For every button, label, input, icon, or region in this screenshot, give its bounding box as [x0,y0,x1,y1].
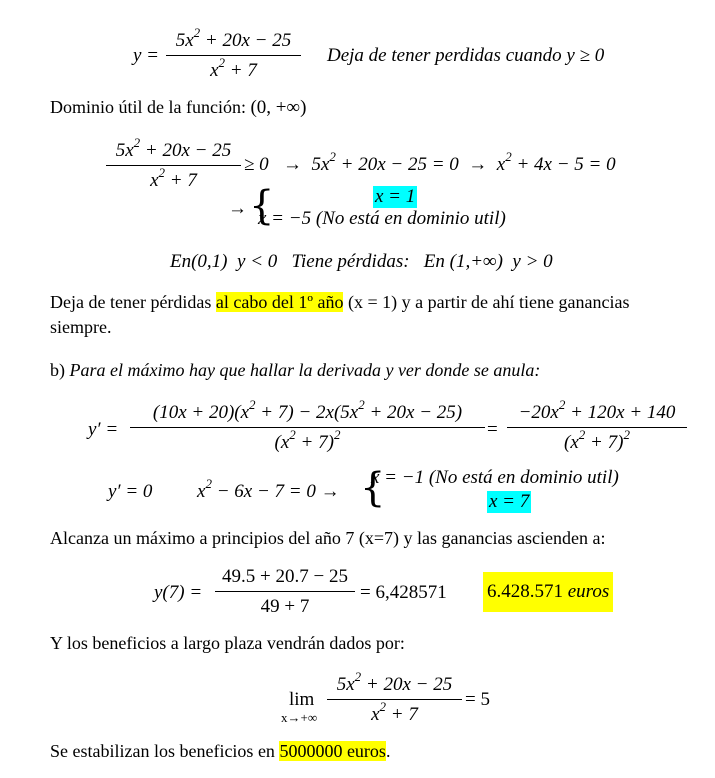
paragraph-losses: Deja de tener pérdidas al cabo del 1º año (x = 1) y a partir de ahí tiene ganancias [50,292,630,312]
inequality-chain: ≥ $0 \to 5x^2 + 20x - 25 = 0 \to x^2 + 4x - 5 = 0$ [244,148,616,175]
derivative-lhs: y′ = [88,419,119,440]
paragraph-long-term: Y los beneficios a largo plaza vendrán dados por: [50,633,405,653]
limit-result: = 5 [465,689,490,710]
paragraph-maximum: Alcanza un máximo a principios del año 7 (x=7) y las ganancias ascienden a: [50,528,606,548]
highlight-stable-earnings: 5000000 euros [279,741,386,761]
part-b-heading: b) Para el máximo hay que hallar la derivada y ver donde se anula: [50,360,541,380]
left-brace-icon-2: { [360,465,386,511]
paragraph-stabilize: Se estabilizan los beneficios en 5000000 euros. [50,741,391,761]
limit-operator: lim [289,689,315,710]
arrow-icon: → [228,198,247,219]
function-fraction [166,24,301,82]
domain-value: (0, +∞) [250,97,307,118]
function-denominator: $x^2 + 7$ [210,54,257,82]
highlight-max-earnings: 6.428.571 euros [483,572,613,612]
domain-label: Dominio útil de la función: [50,97,246,117]
derivative-fraction-2: $-20x^2 + 120x + 140$ $(x^2 + 7)^2$ [507,402,687,454]
function-numerator: $5x^2 + 20x - 25$ [175,24,292,51]
y7-result: = 6,428571 [360,582,447,603]
limit-subscript: x→+∞ [281,710,318,725]
root-x-minus-5: x = −5 (No está en dominio util) [258,208,506,229]
left-brace-icon: { [249,183,275,229]
domain-line [50,97,306,119]
root-x-minus-1: x = −1 (No está en dominio util) [371,467,619,488]
y7-lhs: y(7) = [154,582,203,603]
root-x-1: x = 1 [375,186,416,207]
quadratic-equation: $x^2 - 6x - 7 = 0$ → [197,475,340,502]
root-x-7: x = 7 [489,491,530,512]
paragraph-losses-line2: siempre. [50,317,112,337]
inequality-fraction: $5x^2 + 20x - 25$ $x^2 + 7$ [106,140,241,192]
y7-fraction: 49.5 + 20.7 − 25 49 + 7 [215,566,355,618]
derivative-fraction-1: $(10x + 20)(x^2 + 7) - 2x(5x^2 + 20x - 25)$ $(x^2 + 7)^2$ [130,402,485,454]
highlight-first-year: al cabo del 1º año [215,292,344,312]
loss-condition-note: Deja de tener perdidas cuando y ≥ 0 [327,45,605,66]
limit-fraction: $5x^2 + 20x - 25$ $x^2 + 7$ [327,674,462,726]
derivative-zero: y′ = 0 [108,481,153,502]
sign-intervals: En(0,1) y < 0 Tiene pérdidas: En (1,+∞) y > 0 [170,251,553,272]
function-lhs: y = [133,45,160,66]
